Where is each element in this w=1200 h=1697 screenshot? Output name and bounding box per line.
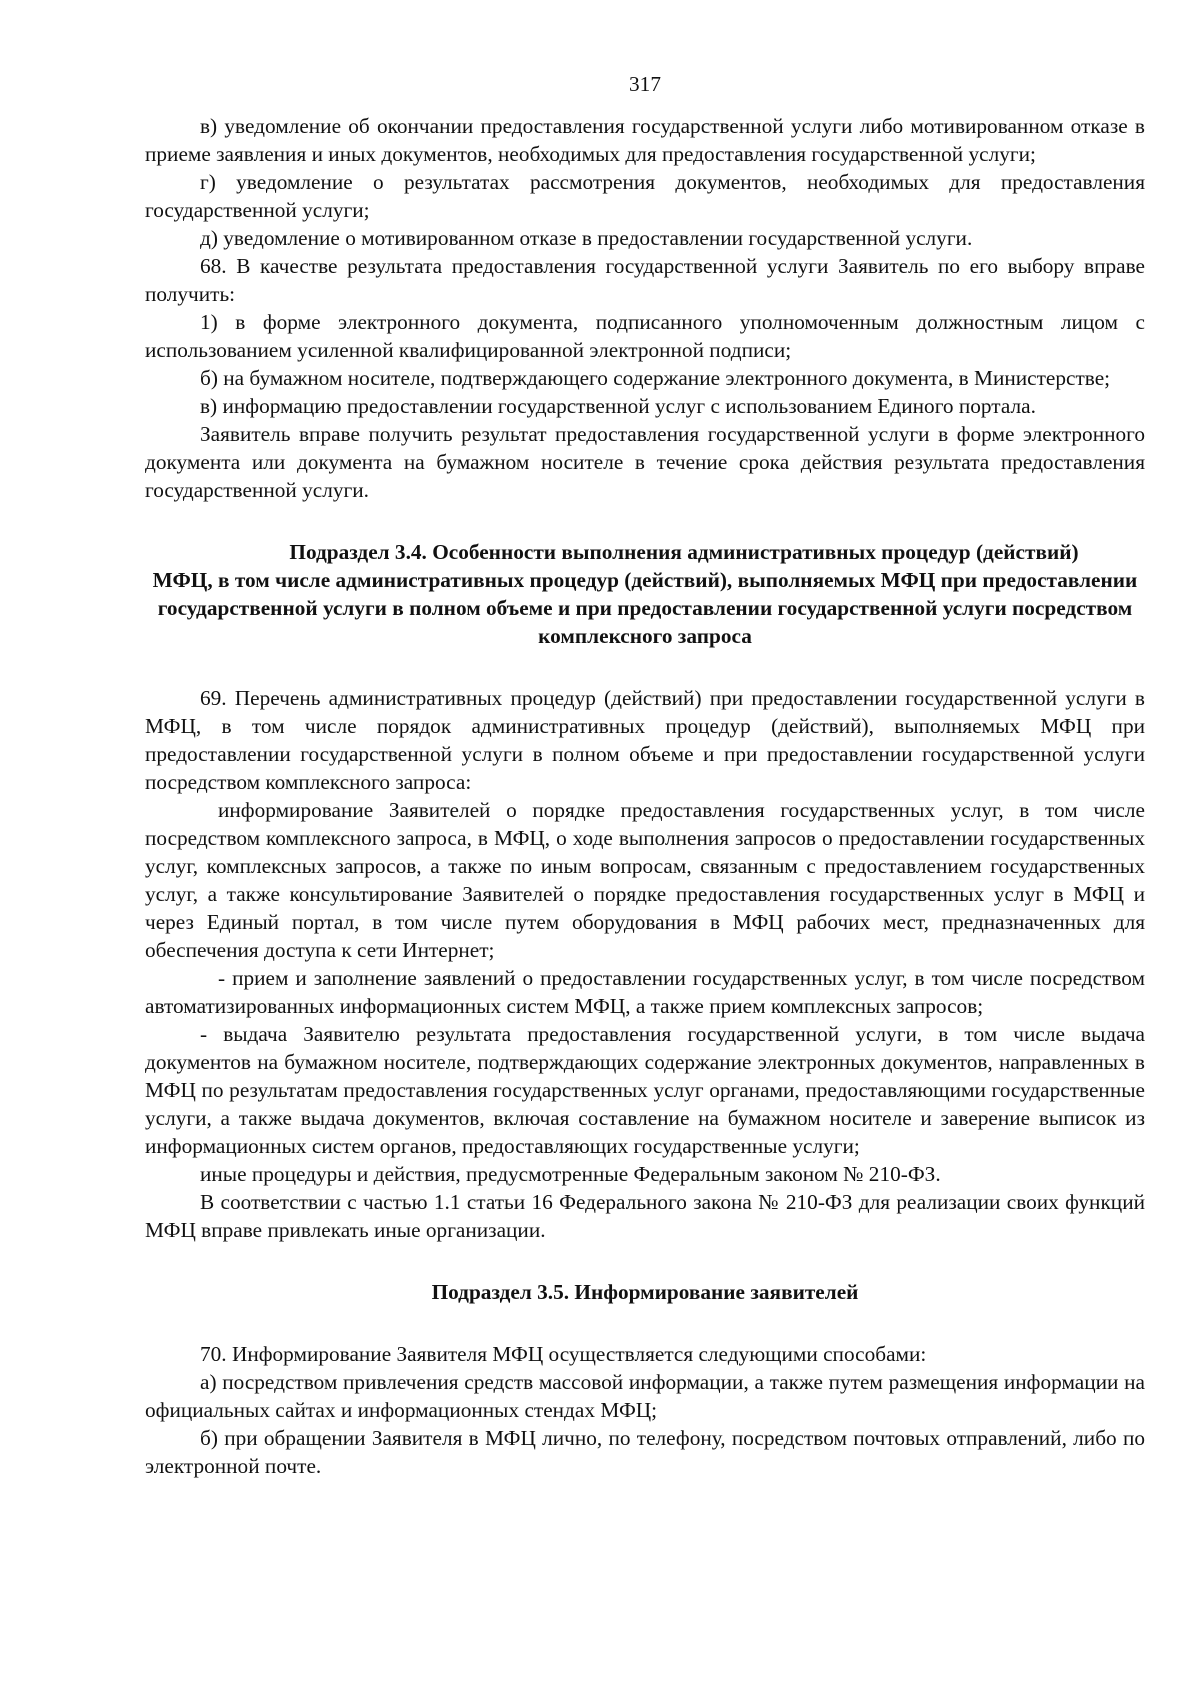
paragraph-68: 68. В качестве результата предоставления государственной услуги Заявитель по его выбору вправе получить:: [145, 254, 1145, 306]
paragraph-paper-form: б) на бумажном носителе, подтверждающего содержание электронного документа, в Министерстве;: [200, 366, 1111, 390]
paragraph-issuance: - выдача Заявителю результата предоставления государственной услуги, в том числе выдача документов на бумажном носителе, подтверждающих содержание электронных документов, направленных в МФЦ по результатам предоставления государственных услуг органами, предоставляющими государственные услуги, а также выдача документов, включая составление на бумажном носителе и заверение выписок из информационных систем органов, предоставляющих государственные услуги;: [145, 1022, 1145, 1158]
paragraph-applicant-right: Заявитель вправе получить результат предоставления государственной услуги в форме электронного документа или документа на бумажном носителе в течение срока действия результата предоставления государственной услуги.: [145, 422, 1145, 502]
heading-3-4-line2: МФЦ, в том числе административных процедур (действий), выполняемых МФЦ при предоставлении государственной услуги в полном объеме и при предоставлении государственной услуги посредством комплексного запроса: [152, 568, 1138, 648]
heading-3-4-line1: Подраздел 3.4. Особенности выполнения административных процедур (действий): [289, 540, 1079, 564]
paragraph-notice-refusal: д) уведомление о мотивированном отказе в предоставлении государственной услуги.: [200, 226, 973, 250]
heading-subsection-3-4: [145, 538, 1145, 650]
paragraph-69: 69. Перечень административных процедур (действий) при предоставлении государственной услуги в МФЦ, в том числе порядок административных процедур (действий), выполняемых МФЦ при предоставлении государственной услуги в полном объеме и при предоставлении государственной услуги посредством комплексного запроса:: [145, 686, 1145, 794]
document-page: [145, 70, 1145, 1480]
paragraph-electronic-form: 1) в форме электронного документа, подписанного уполномоченным должностным лицом с использованием усиленной квалифицированной электронной подписи;: [145, 310, 1145, 362]
paragraph-personal-contact: б) при обращении Заявителя в МФЦ лично, по телефону, посредством почтовых отправлений, либо по электронной почте.: [145, 1426, 1145, 1478]
paragraph-other-procedures: иные процедуры и действия, предусмотренные Федеральным законом № 210-ФЗ.: [200, 1162, 941, 1186]
paragraph-70: 70. Информирование Заявителя МФЦ осуществляется следующими способами:: [200, 1342, 927, 1366]
paragraph-unified-portal: в) информацию предоставлении государственной услуг с использованием Единого портала.: [200, 394, 1036, 418]
paragraph-organizations: В соответствии с частью 1.1 статьи 16 Федерального закона № 210-ФЗ для реализации своих функций МФЦ вправе привлекать иные организации.: [145, 1190, 1145, 1242]
paragraph-mass-media: а) посредством привлечения средств массовой информации, а также путем размещения информации на официальных сайтах и информационных стендах МФЦ;: [145, 1370, 1145, 1422]
heading-subsection-3-5: Подраздел 3.5. Информирование заявителей: [431, 1280, 859, 1304]
paragraph-notice-results: г) уведомление о результатах рассмотрения документов, необходимых для предоставления государственной услуги;: [145, 170, 1145, 222]
paragraph-informing: информирование Заявителей о порядке предоставления государственных услуг, в том числе посредством комплексного запроса, в МФЦ, о ходе выполнения запросов о предоставлении государственных услуг, комплексных запросов, а также по иным вопросам, связанным с предоставлением государственных услуг, а также консультирование Заявителей о порядке предоставления государственных услуг в МФЦ и через Единый портал, в том числе путем оборудования в МФЦ рабочих мест, предназначенных для обеспечения доступа к сети Интернет;: [145, 798, 1145, 962]
paragraph-reception: - прием и заполнение заявлений о предоставлении государственных услуг, в том числе посредством автоматизированных информационных систем МФЦ, а также прием комплексных запросов;: [145, 966, 1145, 1018]
paragraph-notice-end: в) уведомление об окончании предоставления государственной услуги либо мотивированном отказе в приеме заявления и иных документов, необходимых для предоставления государственной услуги;: [145, 114, 1145, 166]
page-number: 317: [629, 72, 661, 96]
